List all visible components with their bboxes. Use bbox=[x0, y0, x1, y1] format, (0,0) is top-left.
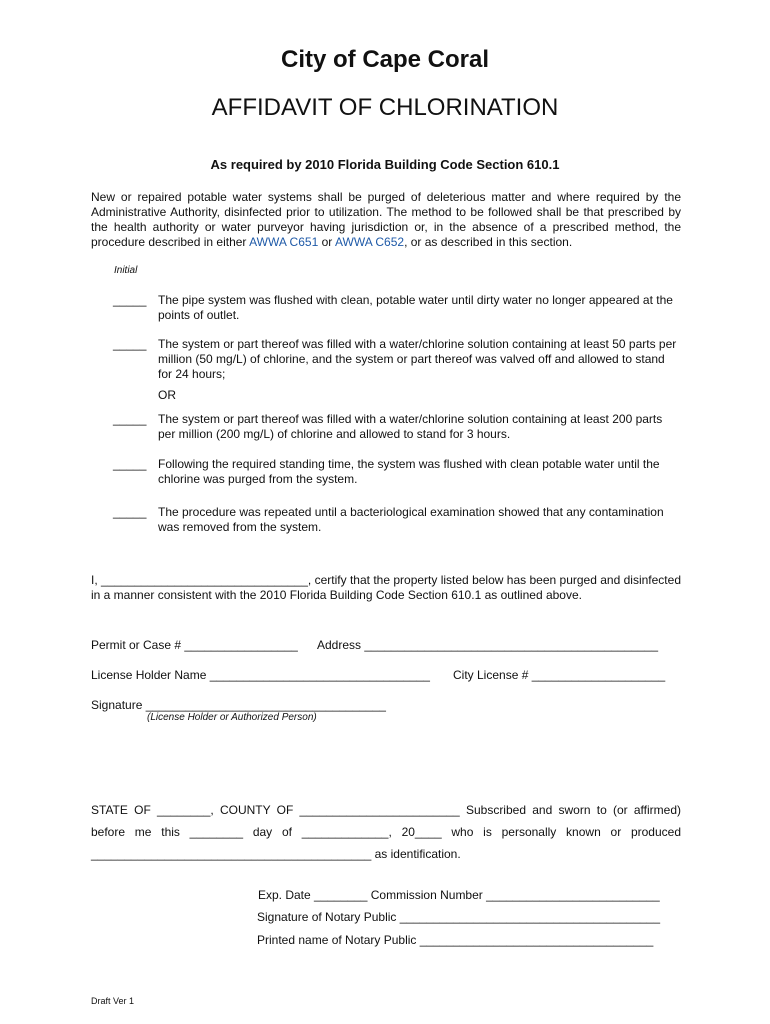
checklist-item-1: The pipe system was flushed with clean, potable water until dirty water no longer appeared at the points of outlet. bbox=[158, 293, 673, 322]
initial-blank-2[interactable]: _____ bbox=[113, 337, 147, 351]
checklist-item-4: Following the required standing time, the system was flushed with clean potable water until the chlorine was purged from the system. bbox=[158, 457, 660, 486]
intro-or: or bbox=[318, 235, 335, 249]
address-field[interactable]: Address ____________________________________________ bbox=[317, 638, 659, 652]
checklist-item-3: The system or part thereof was filled with a water/chlorine solution containing at least 200 parts per million (200 mg/L) of chlorine and allowed to stand for 3 hours. bbox=[158, 412, 663, 441]
notary-signature-field[interactable]: Signature of Notary Public _______________________________________ bbox=[257, 910, 661, 924]
intro-paragraph bbox=[91, 190, 681, 250]
exp-date-field[interactable]: Exp. Date ________ Commission Number __________________________ bbox=[258, 888, 660, 902]
city-title: City of Cape Coral bbox=[280, 46, 490, 73]
awwa-c652-link[interactable]: AWWA C652 bbox=[334, 235, 405, 249]
initial-label: Initial bbox=[114, 265, 138, 276]
certification-statement: I, _______________________________, certify that the property listed below has been purged and disinfected in a manner consistent with the 2010 Florida Building Code Section 610.1 as outlined above. bbox=[91, 573, 681, 602]
permit-field[interactable]: Permit or Case # _________________ bbox=[91, 638, 298, 652]
initial-blank-1[interactable]: _____ bbox=[113, 293, 147, 307]
initial-blank-3[interactable]: _____ bbox=[113, 412, 147, 426]
intro-text-before: New or repaired potable water systems shall be purged of deleterious matter and where required by the Administrative Authority, disinfected prior to utilization. The method to be followed shall be that prescribed by the health authority or water purveyor having jurisdiction or, in the absence of a prescribed method, the procedure described in either bbox=[91, 190, 681, 249]
intro-text-after: , or as described in this section. bbox=[404, 235, 573, 249]
license-holder-field[interactable]: License Holder Name _________________________________ bbox=[91, 668, 430, 682]
footer-version: Draft Ver 1 bbox=[91, 996, 135, 1006]
notary-printed-name-field[interactable]: Printed name of Notary Public ___________________________________ bbox=[257, 933, 654, 947]
code-subtitle: As required by 2010 Florida Building Code Section 610.1 bbox=[210, 157, 560, 172]
initial-blank-5[interactable]: _____ bbox=[113, 505, 147, 519]
checklist-item-2: The system or part thereof was filled with a water/chlorine solution containing at least 50 parts per million (50 mg/L) of chlorine, and the system or part thereof was valved off and allowed to stand for 24 hours; bbox=[158, 337, 677, 381]
signature-note: (License Holder or Authorized Person) bbox=[147, 712, 317, 723]
signature-field[interactable]: Signature ____________________________________ bbox=[91, 698, 386, 712]
or-label: OR bbox=[158, 388, 176, 402]
city-license-field[interactable]: City License # ____________________ bbox=[453, 668, 666, 682]
document-title: AFFIDAVIT OF CHLORINATION bbox=[211, 94, 559, 121]
checklist-item-5: The procedure was repeated until a bacteriological examination showed that any contamination was removed from the system. bbox=[158, 505, 664, 534]
awwa-c651-link[interactable]: AWWA C651 bbox=[249, 235, 319, 249]
notary-statement: STATE OF ________, COUNTY OF ________________________ Subscribed and sworn to (or affirmed) before me this ________ day of _____________, 20____ who is personally known or produced __________________________________________ as identification. bbox=[91, 803, 681, 861]
initial-blank-4[interactable]: _____ bbox=[113, 457, 147, 471]
